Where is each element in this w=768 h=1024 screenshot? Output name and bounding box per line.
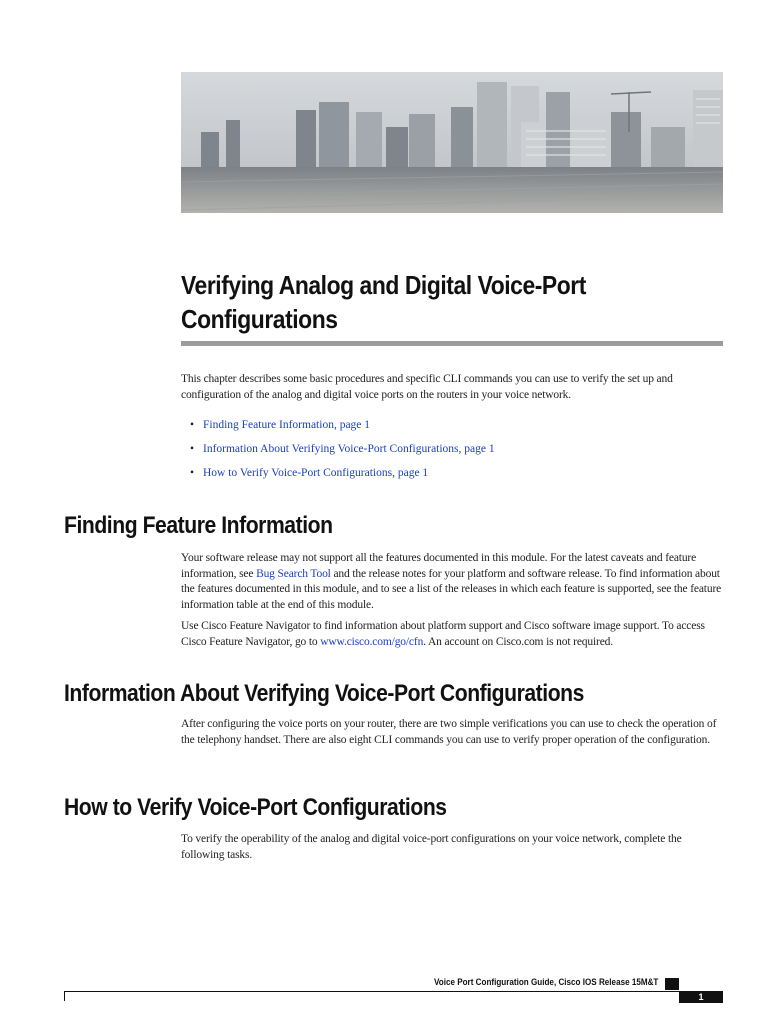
toc-link[interactable]: How to Verify Voice-Port Configurations, page 1 [203,467,429,479]
section-heading-how-to-verify: How to Verify Voice-Port Configurations [64,794,447,821]
city-skyline-photo [181,72,723,213]
toc-item-information-about-verifying[interactable] [181,437,723,461]
toc-item-finding-feature-information[interactable] [181,413,723,437]
bullet: • [190,467,195,479]
bullet: • [190,443,195,455]
title-divider [181,341,723,346]
finding-paragraph-2 [181,619,723,650]
footer-guide-title: Voice Port Configuration Guide, Cisco IOS Release 15M&T [433,977,658,987]
bullet: • [190,419,195,431]
footer-rule [64,991,679,992]
page-number: 1 [679,991,723,1003]
text-run: Your software release may not support all the features documented in this module. For the latest caveats and feature information, see [181,552,697,580]
toc-link[interactable]: Finding Feature Information, page 1 [203,419,371,431]
chapter-toc [181,413,723,485]
section-heading-finding-feature-information: Finding Feature Information [64,512,333,539]
footer-tab-marker [665,978,679,990]
text-run: Use Cisco Feature Navigator to find information about platform support and Cisco software image support. To access Cisco Feature Navigator, go to [181,620,705,648]
chapter-intro: This chapter describes some basic procedures and specific CLI commands you can use to verify the set up and configuration of the analog and digital voice ports on the routers in your voice network. [181,373,673,401]
header-banner-image [181,72,723,213]
section-heading-information-about: Information About Verifying Voice-Port Configurations [64,680,584,707]
finding-paragraph-1 [181,551,723,613]
text-run: . An account on Cisco.com is not required. [423,635,613,648]
bug-search-tool-link[interactable]: Bug Search Tool [256,567,331,580]
footer-rule-tick [64,991,65,1001]
toc-link[interactable]: Information About Verifying Voice-Port Configurations, page 1 [203,443,495,455]
toc-item-how-to-verify[interactable] [181,461,723,485]
howto-paragraph: To verify the operability of the analog and digital voice-port configurations on your voice network, complete the following tasks. [181,833,682,861]
chapter-title: Verifying Analog and Digital Voice-Port Configurations [181,270,586,334]
information-paragraph: After configuring the voice ports on your router, there are two simple verifications you can use to check the operation of the telephony handset. There are also eight CLI commands you can use to verify proper operation of the configuration. [181,718,717,746]
text-run: and the release notes for your platform and software release. To find information about the features documented in this module, and to see a list of the releases in which each feature is supported, see the feature information table at the end of this module. [181,567,722,611]
cisco-cfn-link[interactable]: www.cisco.com/go/cfn [320,635,424,648]
